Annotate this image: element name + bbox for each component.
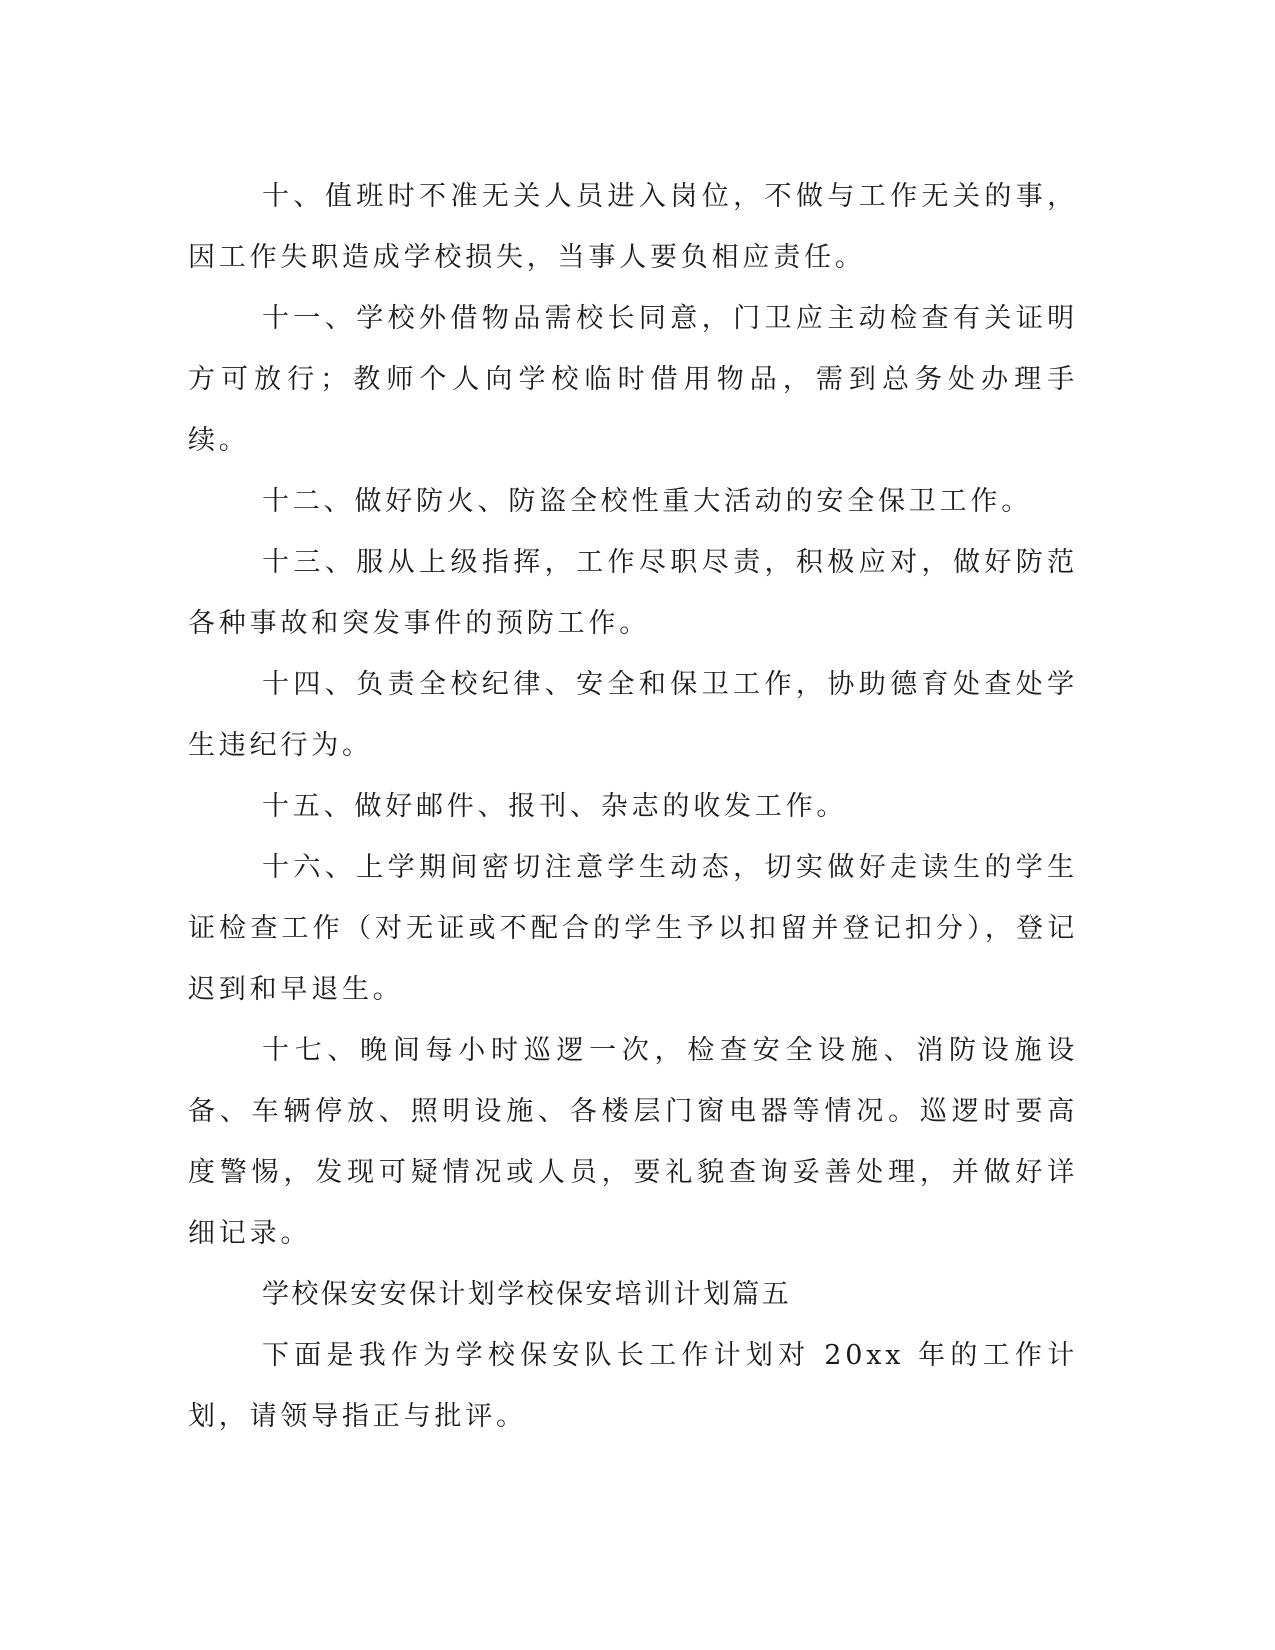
paragraph-rule-10: 十、值班时不准无关人员进入岗位，不做与工作无关的事，因工作失职造成学校损失，当事人要负相应责任。 bbox=[188, 181, 1078, 273]
document-body bbox=[188, 166, 1078, 1447]
section-title: 学校保安安保计划学校保安培训计划篇五 bbox=[262, 1279, 792, 1310]
paragraph-rule-13: 十三、服从上级指挥，工作尽职尽责，积极应对，做好防范各种事故和突发事件的预防工作。 bbox=[188, 547, 1078, 639]
paragraph-rule-15: 十五、做好邮件、报刊、杂志的收发工作。 bbox=[262, 791, 848, 822]
paragraph-rule-12: 十二、做好防火、防盗全校性重大活动的安全保卫工作。 bbox=[262, 486, 1032, 517]
paragraph-rule-14: 十四、负责全校纪律、安全和保卫工作，协助德育处查处学生违纪行为。 bbox=[188, 669, 1078, 761]
paragraph-rule-11: 十一、学校外借物品需校长同意，门卫应主动检查有关证明方可放行；教师个人向学校临时借用物品，需到总务处办理手续。 bbox=[188, 303, 1078, 456]
paragraph-rule-17: 十七、晚间每小时巡逻一次，检查安全设施、消防设施设备、车辆停放、照明设施、各楼层门窗电器等情况。巡逻时要高度警惕，发现可疑情况或人员，要礼貌查询妥善处理，并做好详细记录。 bbox=[188, 1035, 1078, 1249]
paragraph-intro: 下面是我作为学校保安队长工作计划对 20xx 年的工作计划，请领导指正与批评。 bbox=[188, 1340, 1078, 1432]
paragraph-rule-16: 十六、上学期间密切注意学生动态，切实做好走读生的学生证检查工作（对无证或不配合的学生予以扣留并登记扣分），登记迟到和早退生。 bbox=[188, 852, 1078, 1005]
